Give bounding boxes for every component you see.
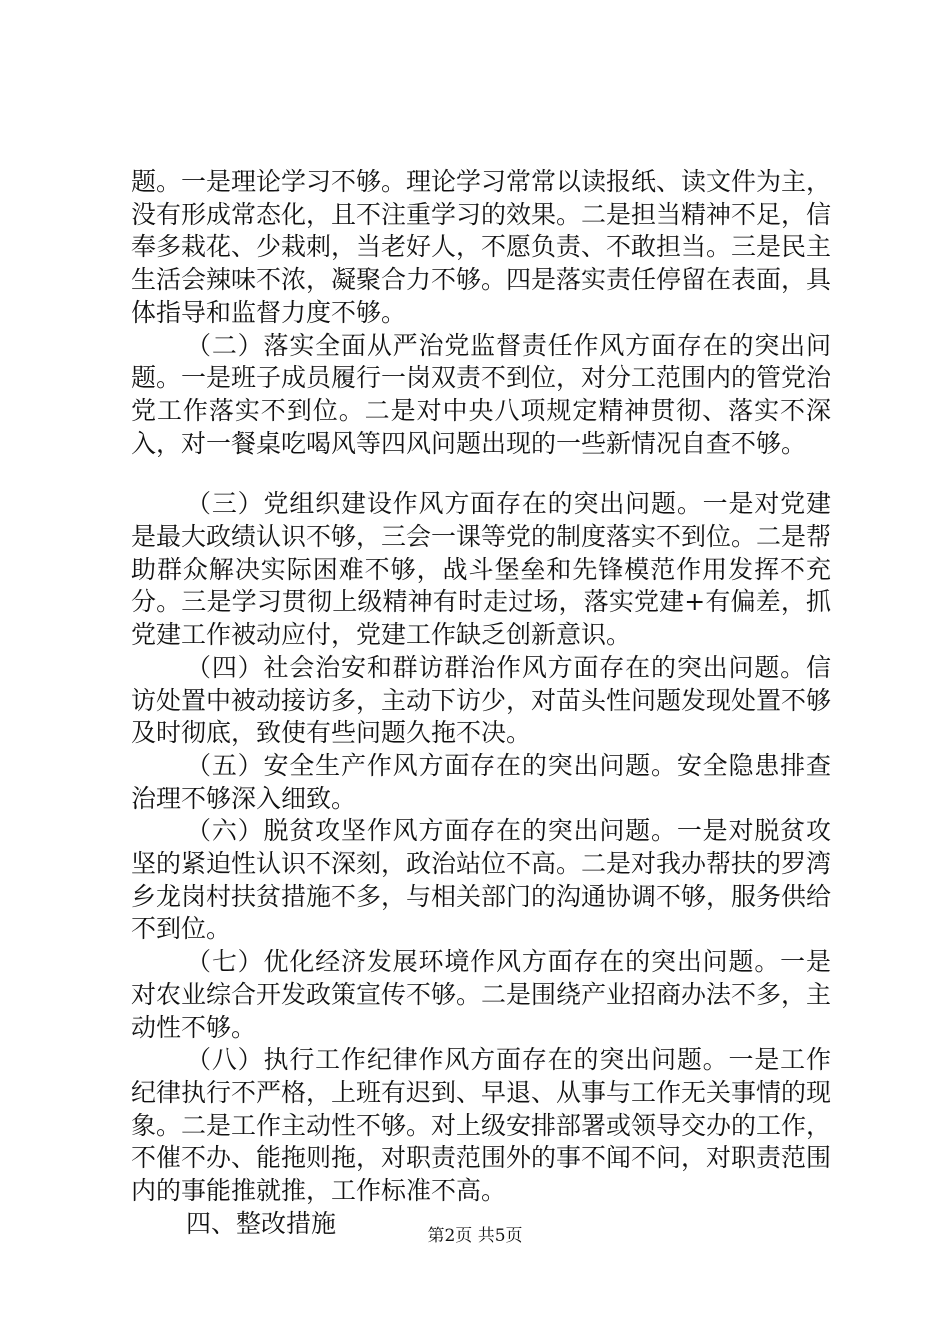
paragraph-section-6: （六）脱贫攻坚作风方面存在的突出问题。一是对脱贫攻坚的紧迫性认识不深刻，政治站位不高。二是对我办帮扶的罗湾乡龙岗村扶贫措施不多，与相关部门的沟通协调不够，服务供给不到位。 [131,816,832,944]
paragraph-section-8: （八）执行工作纪律作风方面存在的突出问题。一是工作纪律执行不严格，上班有迟到、早退、从事与工作无关事情的现象。二是工作主动性不够。对上级安排部署或领导交办的工作，不催不办、能拖则拖，对职责范围外的事不闻不问，对职责范围内的事能推就推，工作标准不高。 [131,1045,832,1206]
paragraph-section-5: （五）安全生产作风方面存在的突出问题。安全隐患排查治理不够深入细致。 [131,750,831,813]
paragraph-section-3: （三）党组织建设作风方面存在的突出问题。一是对党建是最大政绩认识不够，三会一课等党的制度落实不到位。二是帮助群众解决实际困难不够，战斗堡垒和先锋模范作用发挥不充分。三是学习贯彻上级精神有时走过场，落实党建+有偏差，抓党建工作被动应付，党建工作缺乏创新意识。 [131,489,832,650]
section-heading-measures: 四、整改措施 [186,1208,337,1238]
paragraph-section-7: （七）优化经济发展环境作风方面存在的突出问题。一是对农业综合开发政策宣传不够。二是围绕产业招商办法不多，主动性不够。 [131,947,832,1042]
paragraph-continuation: 题。一是理论学习不够。理论学习常常以读报纸、读文件为主，没有形成常态化，且不注重学习的效果。二是担当精神不足，信奉多栽花、少栽刺，当老好人，不愿负责、不敢担当。三是民主生活会辣味不浓，凝聚合力不够。四是落实责任停留在表面，具体指导和监督力度不够。 [131,167,832,327]
paragraph-section-4: （四）社会治安和群访群治作风方面存在的突出问题。信访处置中被动接访多，主动下访少，对苗头性问题发现处置不够及时彻底，致使有些问题久拖不决。 [131,652,832,748]
paragraph-gap [131,460,831,488]
page-footer: 第2页 共5页 [427,1226,523,1246]
document-body [131,166,831,1241]
paragraph-section-2: （二）落实全面从严治党监督责任作风方面存在的突出问题。一是班子成员履行一岗双责不到位，对分工范围内的管党治党工作落实不到位。二是对中央八项规定精神贯彻、落实不深入，对一餐桌吃喝风等四风问题出现的一些新情况自查不够。 [131,330,832,458]
